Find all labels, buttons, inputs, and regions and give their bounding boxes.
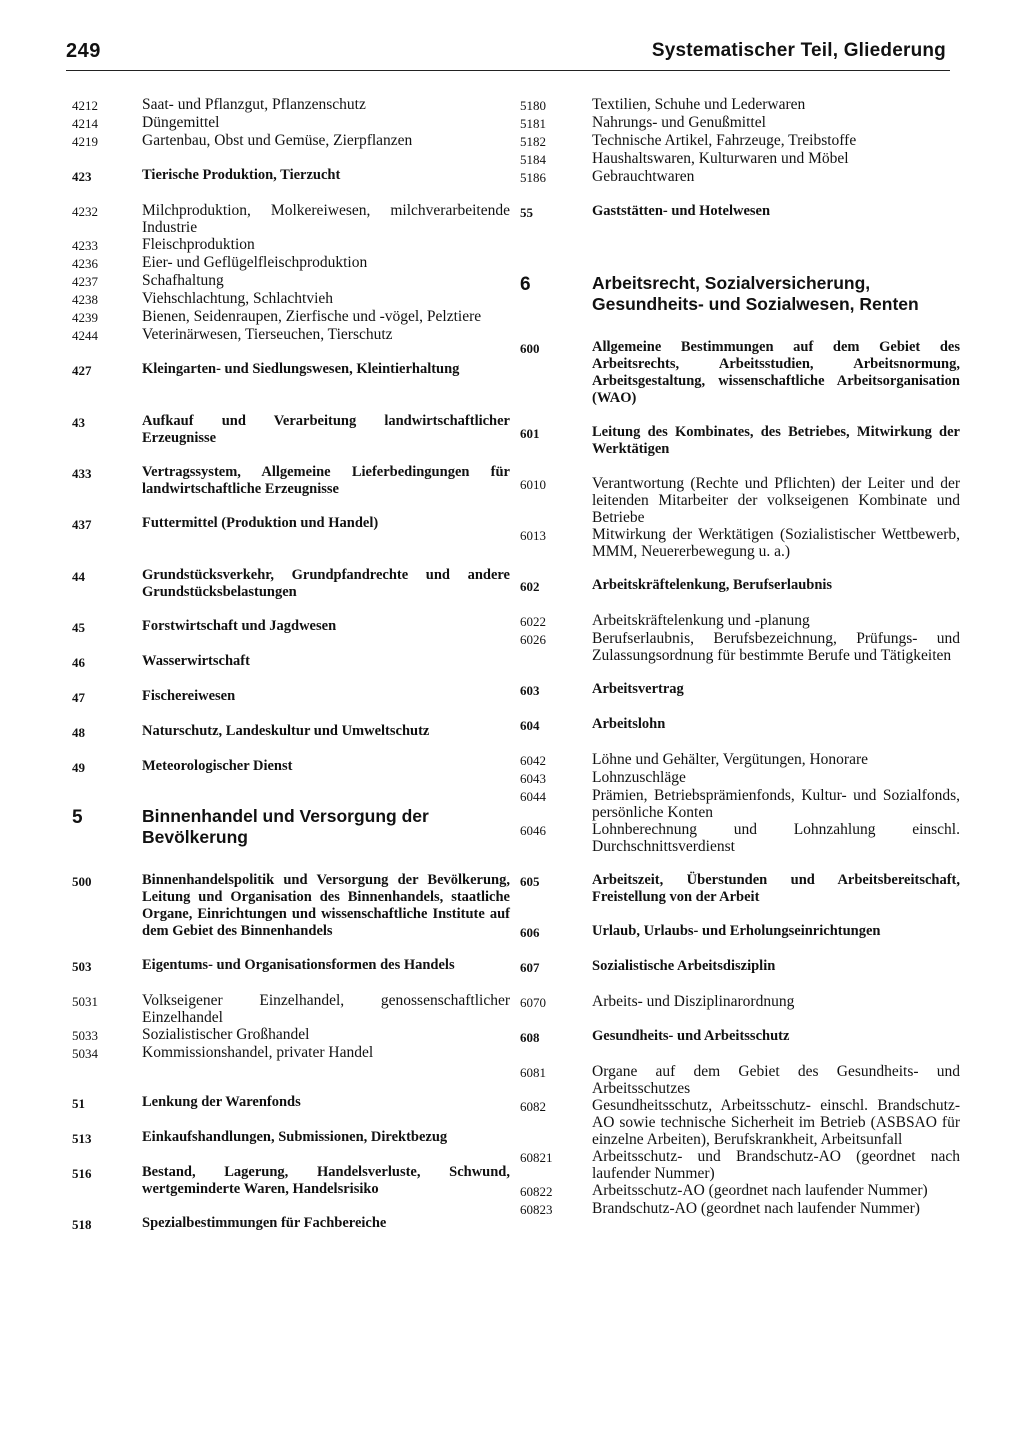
entry-text: Nahrungs- und Genußmittel (592, 114, 766, 131)
section-heading (520, 872, 960, 906)
entry-text: Schafhaltung (142, 272, 224, 289)
entry-text: Arbeitslohn (592, 716, 666, 732)
entry-code: 4214 (72, 116, 98, 131)
entry-code: 6044 (520, 789, 546, 804)
header-rule (66, 70, 950, 71)
entry-code: 6081 (520, 1065, 546, 1080)
section-heading (520, 203, 960, 221)
entry-text: Naturschutz, Landeskultur und Umweltschutz (142, 723, 430, 739)
entry-code: 4237 (72, 274, 98, 289)
entry-code: 6 (520, 274, 531, 295)
entry-text: Haushaltswaren, Kulturwaren und Möbel (592, 150, 849, 167)
entry-code: 4239 (72, 310, 98, 325)
entry-text: Gaststätten- und Hotelwesen (592, 203, 771, 219)
entry-code: 518 (72, 1217, 92, 1232)
entry-code: 516 (72, 1166, 92, 1181)
entry-code: 5181 (520, 116, 546, 131)
entry-code: 6010 (520, 477, 546, 492)
entry-code: 4212 (72, 98, 98, 113)
section-heading (72, 413, 510, 447)
entry-text: Bestand, Lagerung, Handelsverluste, Schwund, wertgeminderte Waren, Handelsrisiko (142, 1164, 510, 1197)
entry-text: Gartenbau, Obst und Gemüse, Zierpflanzen (142, 132, 413, 149)
entry-text: Allgemeine Bestimmungen auf dem Gebiet des Arbeitsrechts, Arbeitsstudien, Arbeitsnormung, Arbeitsgestaltung, wissenschaftliche Arbeitsorganisation (WAO) (592, 339, 960, 406)
section-heading (72, 567, 510, 601)
subsection-entry (520, 630, 960, 664)
entry-text: Bienen, Seidenraupen, Zierfische und -vögel, Pelztiere (142, 308, 482, 325)
entry-text: Leitung des Kombinates, des Betriebes, Mitwirkung der Werktätigen (592, 424, 960, 457)
entry-text: Urlaub, Urlaubs- und Erholungseinrichtungen (592, 923, 881, 939)
section-heading (72, 653, 510, 671)
entry-code: 513 (72, 1131, 92, 1146)
subsection-entry (72, 114, 510, 132)
page-number: 249 (66, 40, 101, 62)
entry-code: 6026 (520, 632, 546, 647)
entry-text: Forstwirtschaft und Jagdwesen (142, 618, 337, 634)
section-heading (72, 957, 510, 975)
entry-code: 5180 (520, 98, 546, 113)
section-heading (72, 723, 510, 741)
entry-text: Arbeits- und Disziplinarordnung (592, 993, 795, 1010)
entry-code: 5031 (72, 994, 98, 1009)
entry-code: 503 (72, 959, 92, 974)
subsection-entry (72, 308, 510, 326)
entry-code: 605 (520, 874, 540, 889)
entry-text: Futtermittel (Produktion und Handel) (142, 515, 379, 531)
entry-text: Sozialistische Arbeitsdisziplin (592, 958, 776, 974)
entry-code: 6022 (520, 614, 546, 629)
entry-text: Sozialistischer Großhandel (142, 1026, 310, 1043)
section-heading (72, 618, 510, 636)
section-heading (72, 758, 510, 776)
entry-text: Textilien, Schuhe und Lederwaren (592, 96, 806, 113)
section-heading (520, 1028, 960, 1046)
subsection-entry (520, 1200, 960, 1218)
section-heading (72, 167, 510, 185)
entry-code: 602 (520, 579, 540, 594)
entry-code: 5186 (520, 170, 546, 185)
entry-code: 4232 (72, 204, 98, 219)
entry-text: Fleischproduktion (142, 236, 255, 253)
section-heading (72, 464, 510, 498)
subsection-entry (72, 96, 510, 114)
subsection-entry (520, 96, 960, 114)
entry-code: 5033 (72, 1028, 98, 1043)
entry-text: Kleingarten- und Siedlungswesen, Kleintierhaltung (142, 361, 460, 377)
left-column (72, 96, 510, 1233)
section-heading (520, 681, 960, 699)
entry-code: 603 (520, 683, 540, 698)
subsection-entry (72, 992, 510, 1026)
entry-code: 6013 (520, 528, 546, 543)
entry-text: Grundstücksverkehr, Grundpfandrechte und andere Grundstücksbelastungen (142, 567, 510, 600)
right-column (520, 96, 960, 1218)
entry-code: 601 (520, 426, 540, 441)
entry-text: Berufserlaubnis, Berufsbezeichnung, Prüfungs- und Zulassungsordnung für bestimmte Berufe und Tätigkeiten (592, 630, 960, 664)
entry-code: 607 (520, 960, 540, 975)
entry-code: 43 (72, 415, 85, 430)
section-heading (72, 1094, 510, 1112)
entry-text: Arbeitsvertrag (592, 681, 684, 697)
subsection-entry (520, 132, 960, 150)
entry-code: 427 (72, 363, 92, 378)
section-heading (72, 1215, 510, 1233)
section-heading (72, 361, 510, 379)
entry-code: 4219 (72, 134, 98, 149)
entry-text: Arbeitskräftelenkung und -planung (592, 612, 810, 629)
entry-text: Meteorologischer Dienst (142, 758, 293, 774)
subsection-entry (72, 202, 510, 236)
entry-text: Kommissionshandel, privater Handel (142, 1044, 374, 1061)
running-head: Systematischer Teil, Gliederung (651, 40, 946, 61)
subsection-entry (520, 114, 960, 132)
subsection-entry (72, 236, 510, 254)
entry-code: 4233 (72, 238, 98, 253)
entry-text: Arbeitskräftelenkung, Berufserlaubnis (592, 577, 833, 593)
entry-text: Volkseigener Einzelhandel, genossenschaftlicher Einzelhandel (142, 992, 510, 1026)
entry-code: 5184 (520, 152, 546, 167)
entry-text: Lohnzuschläge (592, 769, 686, 786)
entry-text: Eigentums- und Organisationsformen des Handels (142, 957, 455, 973)
entry-text: Einkaufshandlungen, Submissionen, Direktbezug (142, 1129, 448, 1145)
subsection-entry (520, 150, 960, 168)
entry-code: 606 (520, 925, 540, 940)
entry-text: Gesundheits- und Arbeitsschutz (592, 1028, 790, 1044)
entry-code: 5 (72, 807, 83, 828)
entry-code: 47 (72, 690, 85, 705)
entry-code: 4244 (72, 328, 98, 343)
entry-text: Arbeitsschutz- und Brandschutz-AO (geordnet nach laufender Nummer) (592, 1148, 960, 1182)
subsection-entry (72, 326, 510, 344)
entry-text: Organe auf dem Gebiet des Gesundheits- und Arbeitsschutzes (592, 1063, 960, 1097)
entry-text: Spezialbestimmungen für Fachbereiche (142, 1215, 387, 1231)
section-heading (520, 577, 960, 595)
entry-text: Lohnberechnung und Lohnzahlung einschl. Durchschnittsverdienst (592, 821, 960, 855)
entry-text: Vertragssystem, Allgemeine Lieferbedingungen für landwirtschaftliche Erzeugnisse (142, 464, 510, 497)
subsection-entry (520, 1182, 960, 1200)
chapter-heading (520, 273, 960, 315)
entry-text: Aufkauf und Verarbeitung landwirtschaftlicher Erzeugnisse (142, 413, 510, 446)
entry-text: Arbeitszeit, Überstunden und Arbeitsbereitschaft, Freistellung von der Arbeit (592, 872, 960, 905)
section-heading (520, 424, 960, 458)
entry-text: Milchproduktion, Molkereiwesen, milchverarbeitende Industrie (142, 202, 510, 236)
entry-text: Tierische Produktion, Tierzucht (142, 167, 341, 183)
entry-code: 437 (72, 517, 92, 532)
subsection-entry (520, 751, 960, 769)
entry-text: Arbeitsrecht, Sozialversicherung, Gesundheits- und Sozialwesen, Renten (592, 273, 919, 314)
entry-text: Technische Artikel, Fahrzeuge, Treibstoffe (592, 132, 857, 149)
entry-text: Lenkung der Warenfonds (142, 1094, 301, 1110)
entry-code: 49 (72, 760, 85, 775)
entry-text: Düngemittel (142, 114, 220, 131)
chapter-heading (72, 806, 510, 848)
section-heading (520, 958, 960, 976)
entry-text: Gebrauchtwaren (592, 168, 695, 185)
entry-code: 45 (72, 620, 85, 635)
entry-code: 6046 (520, 823, 546, 838)
entry-code: 60822 (520, 1184, 553, 1199)
subsection-entry (72, 272, 510, 290)
entry-text: Gesundheitsschutz, Arbeitsschutz- einschl. Brandschutz-AO sowie technische Sicherheit im Betrieb (ASBSAO für einzelne Arbeiten), Berufskrankheit, Arbeitsunfall (592, 1097, 960, 1148)
entry-text: Eier- und Geflügelfleischproduktion (142, 254, 368, 271)
subsection-entry (520, 787, 960, 821)
entry-text: Löhne und Gehälter, Vergütungen, Honorare (592, 751, 869, 768)
entry-code: 60823 (520, 1202, 553, 1217)
entry-text: Mitwirkung der Werktätigen (Sozialistischer Wettbewerb, MMM, Neuererbewegung u. a.) (592, 526, 960, 560)
subsection-entry (520, 769, 960, 787)
entry-code: 55 (520, 205, 533, 220)
entry-code: 6070 (520, 995, 546, 1010)
entry-code: 433 (72, 466, 92, 481)
entry-text: Binnenhandel und Versorgung der Bevölkerung (142, 806, 429, 847)
subsection-entry (520, 993, 960, 1011)
subsection-entry (72, 1026, 510, 1044)
entry-text: Arbeitsschutz-AO (geordnet nach laufender Nummer) (592, 1182, 928, 1199)
entry-text: Veterinärwesen, Tierseuchen, Tierschutz (142, 326, 393, 343)
entry-code: 4236 (72, 256, 98, 271)
subsection-entry (520, 612, 960, 630)
subsection-entry (520, 475, 960, 526)
section-heading (72, 1164, 510, 1198)
entry-text: Saat- und Pflanzgut, Pflanzenschutz (142, 96, 366, 113)
entry-code: 60821 (520, 1150, 553, 1165)
section-heading (72, 872, 510, 940)
entry-code: 6042 (520, 753, 546, 768)
subsection-entry (520, 1063, 960, 1097)
entry-text: Wasserwirtschaft (142, 653, 250, 669)
section-heading (520, 923, 960, 941)
entry-code: 604 (520, 718, 540, 733)
entry-code: 608 (520, 1030, 540, 1045)
entry-text: Brandschutz-AO (geordnet nach laufender Nummer) (592, 1200, 920, 1217)
entry-code: 5034 (72, 1046, 98, 1061)
entry-code: 51 (72, 1096, 85, 1111)
section-heading (72, 515, 510, 533)
subsection-entry (72, 290, 510, 308)
subsection-entry (72, 1044, 510, 1062)
entry-text: Viehschlachtung, Schlachtvieh (142, 290, 334, 307)
entry-text: Fischereiwesen (142, 688, 236, 704)
entry-text: Verantwortung (Rechte und Pflichten) der Leiter und der leitenden Mitarbeiter der volkseigenen Kombinate und Betriebe (592, 475, 960, 526)
subsection-entry (72, 132, 510, 150)
subsection-entry (520, 821, 960, 855)
entry-text: Prämien, Betriebsprämienfonds, Kultur- und Sozialfonds, persönliche Konten (592, 787, 960, 821)
entry-code: 48 (72, 725, 85, 740)
entry-code: 600 (520, 341, 540, 356)
section-heading (72, 1129, 510, 1147)
entry-code: 46 (72, 655, 85, 670)
subsection-entry (520, 1097, 960, 1148)
subsection-entry (520, 526, 960, 560)
entry-code: 6043 (520, 771, 546, 786)
entry-code: 6082 (520, 1099, 546, 1114)
section-heading (520, 716, 960, 734)
section-heading (72, 688, 510, 706)
entry-text: Binnenhandelspolitik und Versorgung der Bevölkerung, Leitung und Organisation des Binnenhandels, staatliche Organe, Einrichtungen und wissenschaftliche Institute auf dem Gebiet des Binnenhandels (142, 872, 510, 939)
entry-code: 5182 (520, 134, 546, 149)
entry-code: 500 (72, 874, 92, 889)
subsection-entry (520, 168, 960, 186)
section-heading (520, 339, 960, 407)
subsection-entry (72, 254, 510, 272)
entry-code: 44 (72, 569, 85, 584)
entry-code: 4238 (72, 292, 98, 307)
entry-code: 423 (72, 169, 92, 184)
subsection-entry (520, 1148, 960, 1182)
